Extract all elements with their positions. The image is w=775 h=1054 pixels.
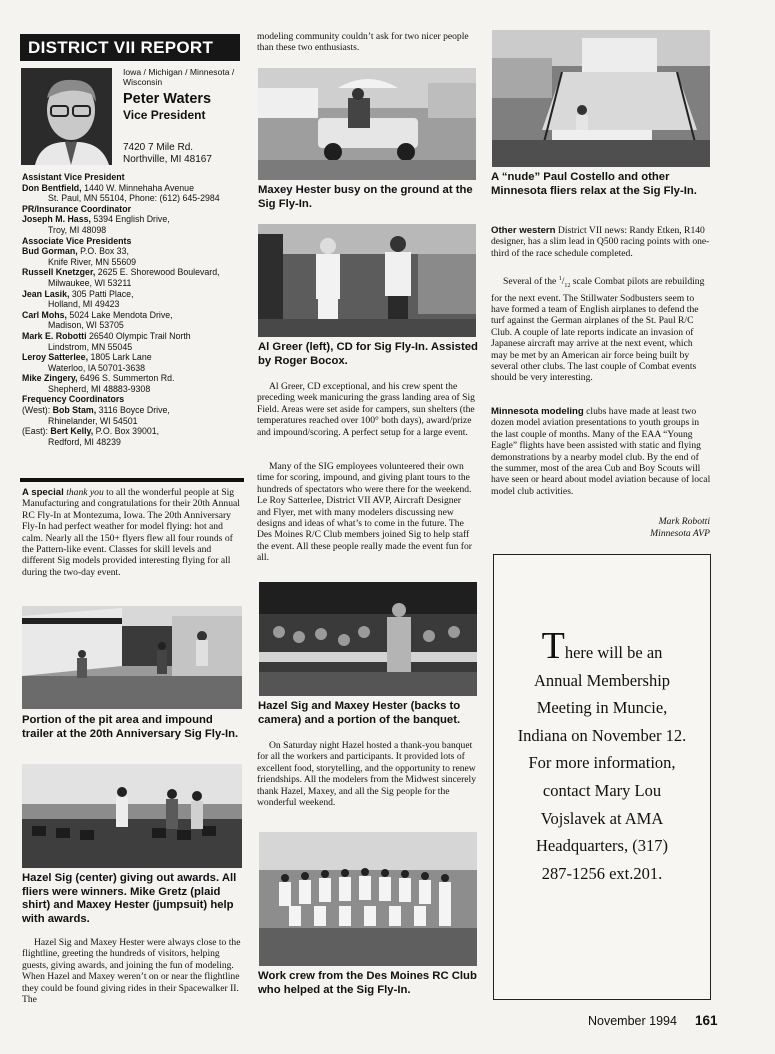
pr-entry: Joseph M. Hass, 5394 English Drive, — [22, 214, 170, 225]
intro-paragraph: A special thank you to all the wonderful people at Sig Manufacturing and congratulations for their 20th Annual RC Fly-In at Montezuma, Iowa. The 20th Anniversary Fly-In had perfect weather for model flying: hot and calm. Nearly all the 150+ flyers flew all four rounds of the Pattern-like event. Classes for skill levels and different Sig models provided interesting flying for all during the two-day event. — [22, 487, 240, 578]
page-number: 161 — [695, 1013, 718, 1028]
caption-al-greer: Al Greer (left), CD for Sig Fly-In. Assisted by Roger Bocox. — [258, 341, 478, 367]
assoc-address: Shepherd, MI 48883-9308 — [48, 383, 151, 394]
photo-awards — [22, 764, 242, 868]
caption-banquet: Hazel Sig and Maxey Hester (backs to camera) and a portion of the banquet. — [258, 700, 461, 726]
assoc-entry: Bud Gorman, P.O. Box 33, — [22, 246, 129, 257]
notice-line-3: Meeting in Muncie, — [536, 698, 668, 718]
vp-portrait — [21, 68, 112, 165]
assoc-address: Knife River, MN 55609 — [48, 256, 137, 267]
photo-maxey-cart — [258, 68, 476, 180]
notice-line-2: Annual Membership — [533, 670, 671, 690]
assoc-entry: Leroy Satterlee, 1805 Lark Lane — [22, 352, 152, 363]
notice-dropcap: T — [541, 625, 565, 667]
assoc-entry: Carl Mohs, 5024 Lake Mendota Drive, — [22, 309, 173, 320]
assoc-address: Waterloo, IA 50701-3638 — [48, 362, 145, 373]
avp-heading: Assistant Vice President — [22, 172, 125, 182]
caption-awards: Hazel Sig (center) giving out awards. All fliers were winners. Mike Gretz (plaid shirt) and Maxey Hester (jumpsuit) help with awards. — [22, 872, 237, 925]
pr-address: Troy, MI 48098 — [48, 224, 107, 235]
assoc-entry: Russell Knetzger, 2625 E. Shorewood Boulevard, — [22, 267, 220, 278]
vp-title: Vice President — [123, 108, 206, 122]
assoc-address: Holland, MI 49423 — [48, 299, 120, 310]
avp-entry: Don Bentfield, 1440 W. Minnehaha Avenue — [22, 182, 194, 193]
notice-line-8: Headquarters, (317) — [536, 836, 668, 856]
freq-heading: Frequency Coordinators — [22, 394, 125, 405]
photo-pit-area — [22, 606, 242, 709]
avp-address: St. Paul, MN 55104, Phone: (612) 645-2984 — [48, 193, 220, 204]
paragraph-sig-employees: Many of the SIG employees volunteered their own time for scoring, impound, and giving plant tours to the hundreds of spectators who were there for the weekend. Le Roy Satterlee, District VII AVP, Aircraft Designer and Flyer, met with many modelers discussing new designs and ideas of what’s to come in the future. The Des Moines R/C Club members joined Sig to help staff the event. All these people really made the event fun for all. — [257, 461, 472, 564]
officer-directory — [22, 172, 244, 447]
directory-divider — [20, 478, 244, 482]
vp-name: Peter Waters — [123, 91, 212, 107]
assoc-heading: Associate Vice Presidents — [22, 235, 132, 246]
assoc-address: Lindstrom, MN 55045 — [48, 341, 133, 352]
photo-work-crew — [259, 832, 477, 966]
freq-east-entry: (East): Bert Kelly, P.O. Box 39001, — [22, 426, 160, 437]
notice-line-4: Indiana on November 12. — [517, 725, 687, 745]
assoc-address: Madison, WI 53705 — [48, 320, 124, 331]
footer-date: November 1994 — [588, 1014, 677, 1028]
caption-work-crew: Work crew from the Des Moines RC Club who helped at the Sig Fly-In. — [258, 970, 477, 996]
section-title-banner — [20, 34, 240, 61]
col2-top-paragraph: modeling community couldn’t ask for two nicer people than these two enthusiasts. — [257, 31, 469, 54]
notice-line-5: For more information, — [528, 753, 676, 773]
district-states: Iowa / Michigan / Minnesota / Wisconsin — [123, 67, 235, 87]
paragraph-flightline: Hazel Sig and Maxey Hester were always close to the flightline, greeting the hundreds of visitors, helping guests, giving awards, and joining the fun of modeling. When Hazel and Maxey weren’t on or near the flightline they could be found giving rides in their Spacewalker II. The — [22, 937, 241, 1006]
photo-al-greer — [258, 224, 476, 337]
section-title: DISTRICT VII REPORT — [28, 38, 214, 57]
paragraph-western-news: Other western District VII news: Randy Etken, R140 designer, has a slim lead in Q500 racing points with one-third of the race schedule completed. — [491, 225, 710, 259]
membership-notice-box — [493, 554, 711, 1000]
paragraph-combat: Several of the $^1/_{12}$ scale Combat pilots are rebuilding for the next event. The Stillwater Sodbusters seem to have formed a team of English airplanes to defend the turf against the German airplanes of the St. Paul R/C Club. A couple of late reports indicate an invasion of Japanese aircraft may arrive at the next event, which may be met by an American air force being built by several other clubs. The last couple of Combat events should be very interesting. — [491, 276, 705, 384]
vp-address-line2: Northville, MI 48167 — [123, 154, 212, 165]
assoc-entry: Jean Lasik, 305 Patti Place, — [22, 288, 134, 299]
signature-name: Mark Robotti — [658, 516, 710, 527]
paragraph-minnesota: Minnesota modeling clubs have made at least two dozen model aviation presentations to youth groups in the last couple of months. Many of the EAA “Young Eagle” flights have been assisted with static and flying demonstrations by a nearby model club. By the end of the summer, most of the area Cub and Boy Scouts will have seen or heard about model aviation because of local model club activities. — [491, 406, 711, 497]
vp-address-line1: 7420 7 Mile Rd. — [123, 142, 194, 153]
caption-pit-area: Portion of the pit area and impound trailer at the 20th Anniversary Sig Fly-In. — [22, 714, 239, 740]
photo-minnesota-fliers — [492, 30, 710, 167]
paragraph-greer: Al Greer, CD exceptional, and his crew spent the preceding week manicuring the grass landing area of Sig Field. Areas were set aside for campers, sun shelters (the temperatures reached over 100° both days), award/prize and impound/scoring. A perfect setup for a large event. — [257, 381, 475, 438]
assoc-address: Milwaukee, WI 53211 — [48, 277, 132, 288]
pr-heading: PR/Insurance Coordinator — [22, 203, 131, 214]
notice-line-9: 287-1256 ext.201. — [541, 863, 663, 883]
freq-west-address: Rhinelander, WI 54501 — [48, 415, 138, 426]
assoc-entry: Mike Zingery, 6496 S. Summerton Rd. — [22, 373, 175, 384]
photo-banquet — [259, 582, 477, 696]
notice-line-6: contact Mary Lou — [542, 780, 662, 800]
notice-line-7: Vojslavek at AMA — [540, 808, 664, 828]
paragraph-banquet: On Saturday night Hazel hosted a thank-you banquet for all the workers and participants. It provided lots of excellent food, storytelling, and the opportunity to renew friendships. All the modelers from the Midwest sincerely thank Hazel, Maxey, and all the Sig people for the wonderful weekend. — [257, 740, 477, 809]
assoc-entry: Mark E. Robotti 26540 Olympic Trail North — [22, 330, 191, 341]
caption-maxey: Maxey Hester busy on the ground at the Sig Fly-In. — [258, 184, 473, 210]
freq-east-address: Redford, MI 48239 — [48, 436, 121, 447]
caption-minnesota-fliers: A “nude” Paul Costello and other Minnesota fliers relax at the Sig Fly-In. — [491, 171, 697, 197]
notice-line-1: There will be an — [541, 625, 663, 667]
signature-title: Minnesota AVP — [650, 528, 710, 539]
freq-west-entry: (West): Bob Stam, 3116 Boyce Drive, — [22, 405, 170, 416]
